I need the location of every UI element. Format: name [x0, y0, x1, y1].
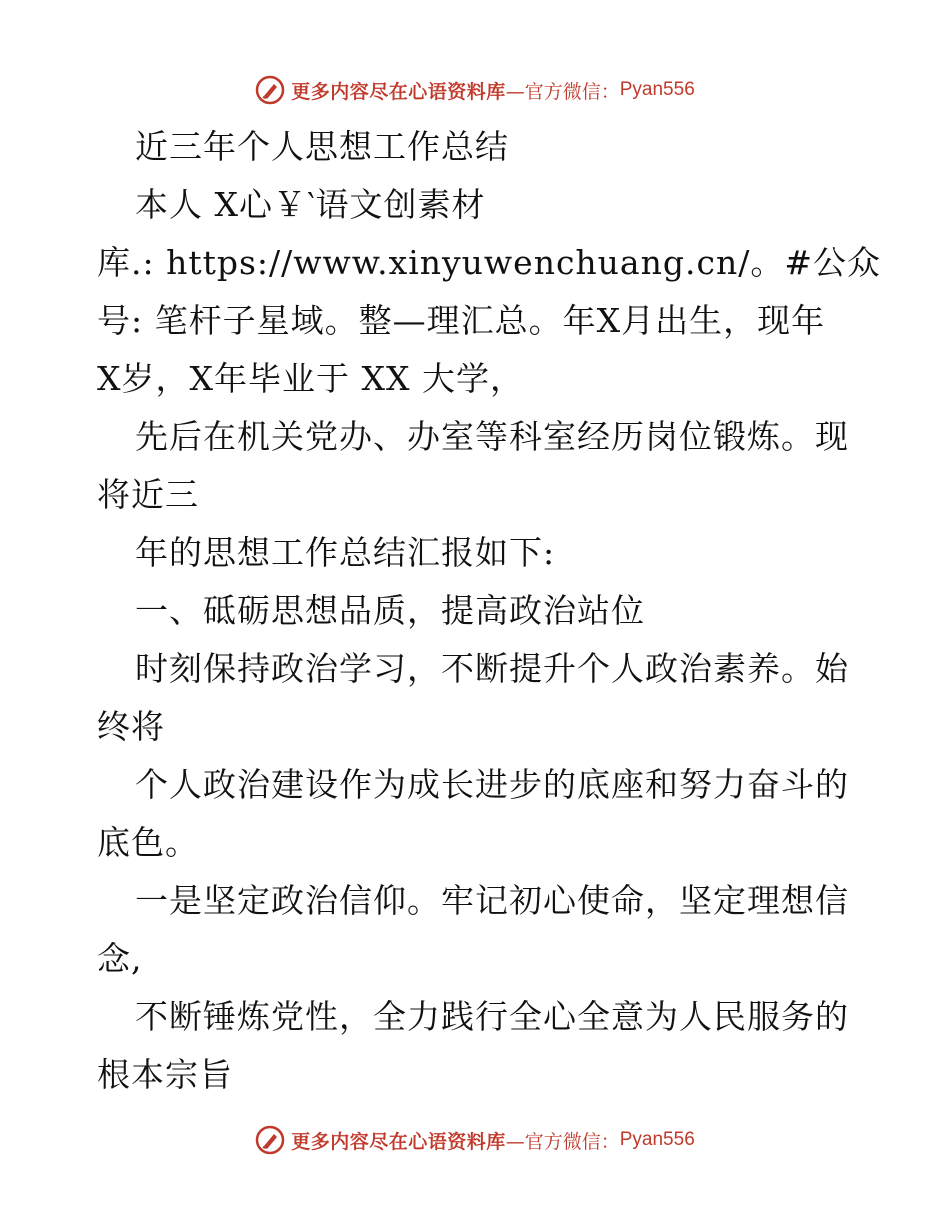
text-line: 不断锤炼党性，全力践行全心全意为人民服务的 — [135, 997, 849, 1036]
pen-nib-logo-icon — [255, 75, 285, 105]
text-line: 先后在机关党办、办室等科室经历岗位锻炼。现 — [135, 417, 849, 456]
text-line: 库.: https://www.xinyuwenchuang.cn/。#公众 — [97, 243, 881, 282]
text-line: 念, — [97, 939, 143, 978]
text-line: 个人政治建设作为成长进步的底座和努力奋斗的 — [135, 765, 849, 804]
text-line: 本人 X心￥‵语文创素材 — [135, 185, 486, 224]
header-watermark-banner — [0, 70, 950, 110]
section-heading: 一、砥砺思想品质，提高政治站位 — [135, 591, 645, 630]
text-line: 时刻保持政治学习，不断提升个人政治素养。始 — [135, 649, 849, 688]
banner-wechat-id: Pyan556 — [619, 1129, 695, 1150]
text-line: 年的思想工作总结汇报如下: — [135, 533, 556, 572]
text-line: X岁，X年毕业于 XX 大学， — [97, 359, 524, 398]
banner-title: 更多内容尽在心语资料库 — [291, 1130, 506, 1153]
document-title: 近三年个人思想工作总结 — [135, 127, 509, 166]
text-line: 根本宗旨 — [97, 1055, 233, 1094]
footer-watermark-banner — [0, 1120, 950, 1160]
banner-separator: —官方微信： — [505, 80, 620, 103]
pen-nib-logo-icon — [255, 1125, 285, 1155]
document-body — [97, 118, 881, 1104]
text-line: 终将 — [97, 707, 165, 746]
banner-title: 更多内容尽在心语资料库 — [291, 80, 506, 103]
text-line: 号: 笔杆子星域。整—理汇总。年X月出生，现年 — [97, 301, 826, 340]
banner-separator: —官方微信： — [505, 1130, 620, 1153]
text-line: 底色。 — [97, 823, 199, 862]
banner-wechat-id: Pyan556 — [619, 79, 695, 100]
text-line: 一是坚定政治信仰。牢记初心使命，坚定理想信 — [135, 881, 849, 920]
text-line: 将近三 — [97, 475, 199, 514]
